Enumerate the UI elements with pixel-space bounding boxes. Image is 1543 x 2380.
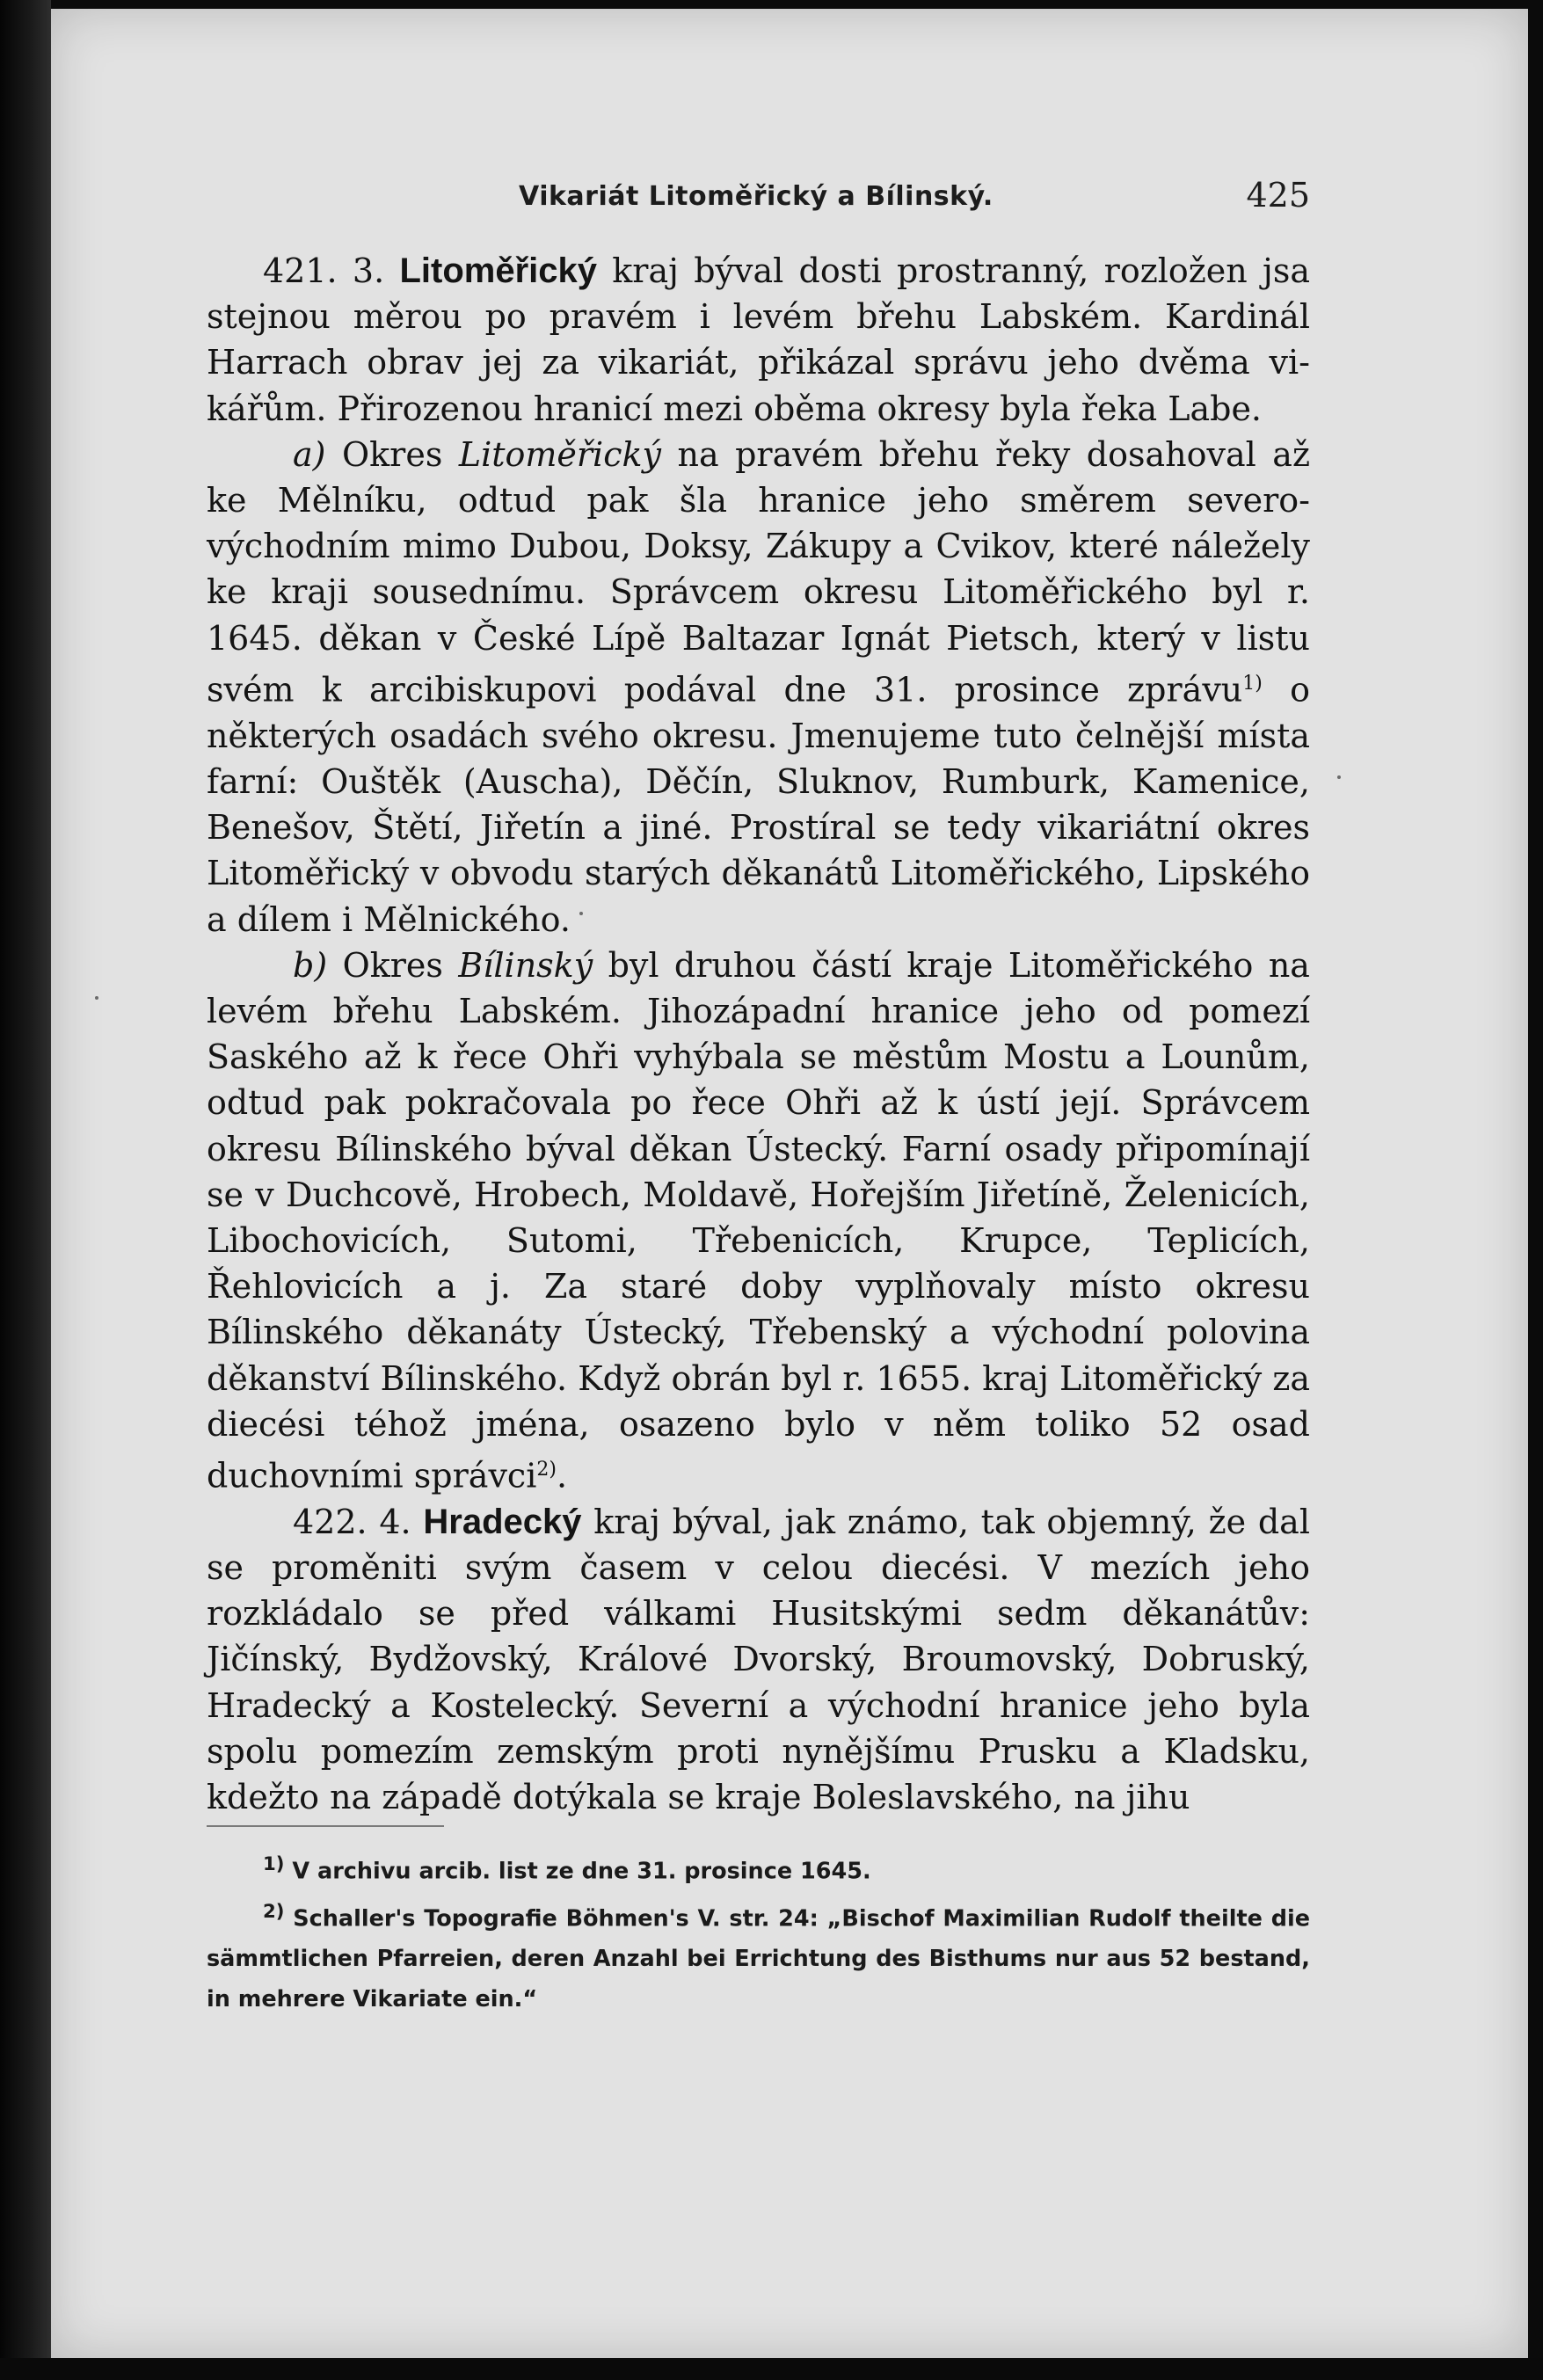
item-label: a) xyxy=(293,434,326,474)
footnote-2 xyxy=(207,1892,1310,2020)
paragraph-end: . xyxy=(556,1456,568,1496)
page-number: 425 xyxy=(1246,176,1310,215)
paragraph-text: o některých osadách svého okresu. Jmenujeme tuto čelnější místa farní: Ouštěk (Auscha), Děčín, Sluknov, Rumburk, Kamenice, Benešov, Štětí, Jiřetín a jiné. Prostíral se tedy vikariátní okres Litoměřický v obvodu starých děkanátů Litoměřického, Lipského a dílem i Mělnického. xyxy=(207,670,1310,939)
paragraph-b xyxy=(207,943,1310,1499)
footnote-text: V archivu arcib. list ze dne 31. prosince 1645. xyxy=(292,1858,871,1885)
paragraph-text: Okres xyxy=(341,434,443,474)
footnote-mark: 2) xyxy=(263,1900,285,1923)
footnote-mark: 1) xyxy=(263,1853,285,1875)
paragraph-text: na pravém břehu řeky dosahoval až ke Mělníku, odtud pak šla hranice jeho směrem severo-východním mimo Dubou, Doksy, Zákupy a Cvikov, které náležely ke kraji sousednímu. Správcem okresu Litoměřického byl r. 1645. děkan v České Lípě Baltazar Ignát Pietsch, který v listu svém k arcibiskupovi podával dne 31. prosince zprávu xyxy=(207,434,1310,710)
paragraph-421 xyxy=(207,248,1310,432)
section-number: 421. 3. xyxy=(263,251,385,290)
footnotes xyxy=(207,1845,1310,2020)
paragraph-text: kraj býval dosti prostranný, rozložen jsa stejnou měrou po pravém i levém břehu Labském. Kardinál Harrach obrav jej za vikariát, přikázal správu jeho dvěma vi-kářům. Přirozenou hranicí mezi oběma okresy byla řeka Labe. xyxy=(207,251,1310,428)
book-spine-shadow xyxy=(0,0,51,2380)
district-name: Bílinský xyxy=(458,945,593,985)
heading-term: Hradecký xyxy=(423,1502,582,1541)
footnote-ref: 2) xyxy=(536,1458,557,1481)
paragraph-text: Okres xyxy=(342,945,443,985)
footnote-ref: 1) xyxy=(1242,672,1263,695)
page-header xyxy=(207,172,1310,225)
paragraph-422 xyxy=(207,1499,1310,1820)
paragraph-a xyxy=(207,432,1310,943)
running-title: Vikariát Litoměřický a Bílinský. xyxy=(519,181,993,212)
item-label: b) xyxy=(293,945,328,985)
heading-term: Litoměřický xyxy=(399,251,597,290)
footnote-divider xyxy=(207,1825,444,1827)
paragraph-text: byl druhou částí kraje Litoměřického na levém břehu Labském. Jihozápadní hranice jeho od pomezí Saského až k řece Ohři vyhýbala se městům Mostu a Lounům, odtud pak pokračovala po řece Ohři až k ústí její. Správcem okresu Bílinského býval děkan Ústecký. Farní osady připomínají se v Duchcově, Hrobech, Moldavě, Hořejším Jiřetíně, Želenicích, Libochovicích, Sutomi, Třebenicích, Krupce, Teplicích, Řehlovicích a j. Za staré doby vyplňovaly místo okresu Bílinského děkanáty Ústecký, Třebenský a východní polovina děkanství Bílinského. Když obrán byl r. 1655. kraj Litoměřický za diecési téhož jména, osazeno bylo v něm toliko 52 osad duchovními správci xyxy=(207,945,1310,1496)
footnote-text: Schaller's Topografie Böhmen's V. str. 24: „Bischof Maximilian Rudolf theilte die sämmtlichen Pfarreien, deren Anzahl bei Errichtung des Bisthums nur aus 52 bestand, in mehrere Vikariate ein.“ xyxy=(207,1905,1310,2012)
scan-bottom-edge xyxy=(0,2358,1543,2380)
body-text xyxy=(207,248,1310,1820)
footnote-1 xyxy=(207,1845,1310,1892)
paragraph-text: kraj býval, jak známo, tak objemný, že dal se proměniti svým časem v celou diecési. V mezích jeho rozkládalo se před válkami Husitskými sedm děkanátův: Jičínský, Bydžovský, Králové Dvorský, Broumovský, Dobruský, Hradecký a Kostelecký. Severní a východní hranice jeho byla spolu pomezím zemským proti nynějšímu Prusku a Kladsku, kdežto na západě dotýkala se kraje Boleslavského, na jihu xyxy=(207,1502,1310,1817)
section-number: 422. 4. xyxy=(293,1502,411,1541)
district-name: Litoměřický xyxy=(458,434,661,474)
